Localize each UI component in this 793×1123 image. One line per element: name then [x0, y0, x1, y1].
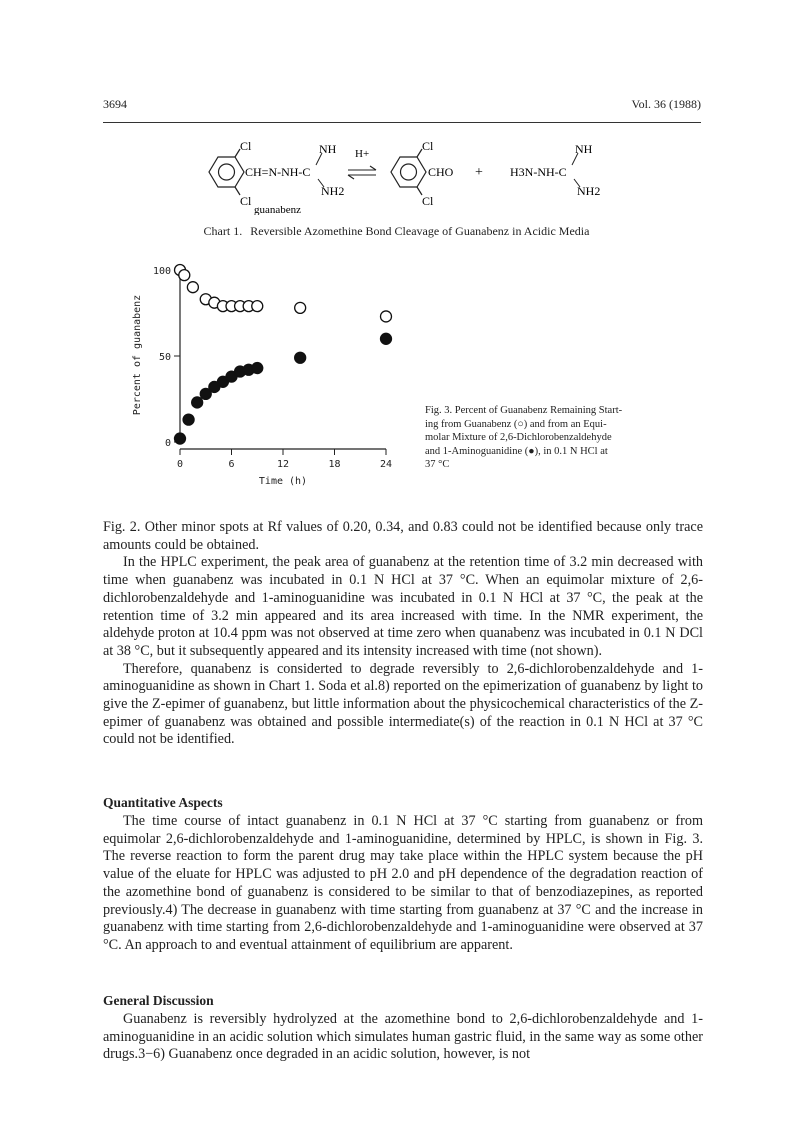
fig3-caption-line2: ing from Guanabenz (○) and from an Equi-	[425, 418, 607, 430]
x-tick-label: 0	[176, 459, 184, 470]
scheme-cl-bottom-left: Cl	[240, 194, 252, 208]
benzene-ring-middle	[391, 149, 426, 195]
filled-circle-point	[183, 414, 194, 425]
fig3-chart	[118, 258, 408, 498]
x-tick-label: 24	[379, 459, 393, 470]
paragraph-5: Guanabenz is reversibly hydrolyzed at the azomethine bond to 2,6-dichlorobenzaldehyde and 1-aminoguanidine in an acidic solution which simulates human gastric fluid, in the same way as some other drugs.3−6) Guanabenz once degraded in an acidic solution, however, is not	[103, 1011, 703, 1063]
scheme-catalyst: H+	[355, 148, 370, 160]
fig3-caption-line4: and 1-Aminoguanidine (●), in 0.1 N HCl at	[425, 445, 608, 457]
benzene-ring-left	[209, 149, 244, 195]
scheme-right-chain: H3N-NH-C	[510, 165, 567, 179]
scheme-cl-top-mid: Cl	[422, 139, 434, 153]
x-axis-label: Time (h)	[258, 476, 308, 487]
paragraph-4: The time course of intact guanabenz in 0.1 N HCl at 37 °C starting from guanabenz or from equimolar 2,6-dichlorobenzaldehyde and 1-aminoguanidine, determined by HPLC, is shown in Fig. 3. The reverse reaction to form the parent drug may take place within the HPLC system because the pH value of the eluate for HPLC was adjusted to pH 2.0 and pH dependence of the degradation reaction of the azomethine bond of guanabenz is considered to be similar to that of benzodiazepines, as reported previously.4) The decrease in guanabenz with time starting from guanabenz at 37 °C and the increase in guanabenz with time starting from 2,6-dichlorobenzaldehyde and 1-aminoguanidine were observed at 37 °C. An approach to and eventual attainment of equilibrium are apparent.	[103, 813, 703, 953]
open-circle-point	[252, 301, 263, 312]
scheme-left-chain: CH=N-NH-C	[245, 165, 311, 179]
chart1-caption	[0, 224, 793, 239]
scheme-nh-right: NH	[575, 142, 593, 156]
scheme-nh-left: NH	[319, 142, 337, 156]
text-block-2	[103, 813, 703, 955]
chart1-caption-label: Chart 1.	[203, 224, 243, 238]
paragraph-1: Fig. 2. Other minor spots at Rf values of 0.20, 0.34, and 0.83 could not be identified because only trace amounts could be obtained.	[103, 519, 703, 553]
y-tick-label: 50	[158, 352, 171, 363]
journal-volume: Vol. 36 (1988)	[631, 97, 701, 111]
open-circle-point	[381, 311, 392, 322]
header-rule	[103, 122, 701, 123]
fig3-caption	[425, 404, 695, 472]
scheme-cho: CHO	[428, 165, 454, 179]
scheme-nh2-right: NH2	[577, 184, 601, 198]
x-tick-label: 12	[276, 459, 290, 470]
open-circle-point	[187, 282, 198, 293]
fig3-caption-label: Fig. 3.	[425, 405, 453, 416]
y-tick-label: 100	[152, 266, 171, 277]
y-axis-label: Percent of guanabenz	[132, 294, 143, 416]
filled-circle-point	[381, 333, 392, 344]
filled-circle-point	[252, 363, 263, 374]
filled-circle-point	[175, 433, 186, 444]
x-tick-label: 18	[328, 459, 341, 470]
paragraph-2: In the HPLC experiment, the peak area of guanabenz at the retention time of 3.2 min decreased with time when guanabenz was incubated in 0.1 N HCl at 37 °C. When an equimolar mixture of 2,6-dichlorobenzaldehyde and 1-aminoguanidine was incubated in 0.1 N HCl at 37 °C, the peak at the retention time of 3.2 min appeared and its area increased with time. In the NMR experiment, the aldehyde proton at 10.4 ppm was not observed at time zero when quanabenz was incubated in 0.1 N DCl at 38 °C, but it subsequently appeared and its intensity increased with time (not shown).	[103, 554, 703, 659]
fig3-caption-line3: molar Mixture of 2,6-Dichlorobenzaldehyde	[425, 432, 612, 443]
reaction-scheme	[190, 135, 630, 215]
open-circle-point	[295, 302, 306, 313]
chart1-caption-text: Reversible Azomethine Bond Cleavage of Guanabenz in Acidic Media	[250, 224, 590, 238]
text-block-1	[103, 519, 703, 749]
text-block-3	[103, 1011, 703, 1064]
filled-circle-point	[192, 397, 203, 408]
fig3-caption-line1: Percent of Guanabenz Remaining Start-	[454, 405, 623, 416]
page-number: 3694	[103, 97, 127, 111]
y-tick-label: 0	[164, 438, 171, 449]
open-circle-point	[179, 270, 190, 281]
scheme-compound-label: guanabenz	[254, 204, 302, 215]
heading-general-discussion: General Discussion	[103, 993, 214, 1008]
filled-circle-point	[295, 352, 306, 363]
scheme-plus: +	[475, 165, 483, 180]
heading-quantitative-aspects: Quantitative Aspects	[103, 795, 223, 810]
paragraph-3: Therefore, quanabenz is considerted to degrade reversibly to 2,6-dichlorobenzaldehyde and 1-aminoguanidine as shown in Chart 1. Soda et al.8) reported on the epimerization of guanabenz by light to give the Z-epimer of guanabenz, but little information about the physicochemical characteristics of the Z-epimer of guanabenz was obtained and possible intermediate(s) of the reaction in 0.1 N HCl at 37 °C could not be identified.	[103, 660, 703, 748]
scheme-nh2-left: NH2	[321, 184, 345, 198]
scheme-cl-bottom-mid: Cl	[422, 194, 434, 208]
x-tick-label: 6	[228, 459, 235, 470]
equilibrium-arrows	[348, 166, 376, 179]
scheme-cl-top-left: Cl	[240, 139, 252, 153]
fig3-caption-line5: 37 °C	[425, 459, 450, 470]
